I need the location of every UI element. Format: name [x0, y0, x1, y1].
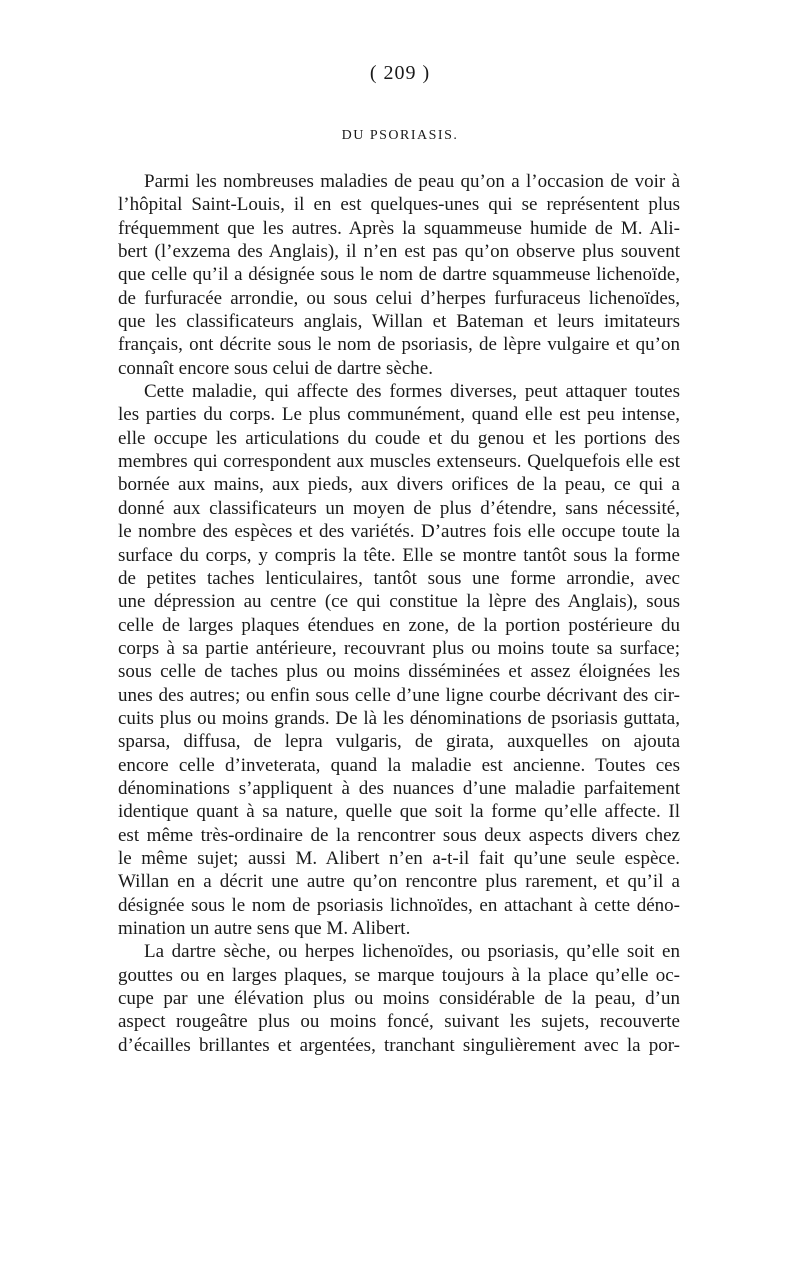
text-line: Cette maladie, qui affecte des formes diverses, peut attaquer toutes: [144, 381, 680, 403]
text-line: l’hôpital Saint-Louis, il en est quelques-unes qui se représentent plus: [118, 194, 680, 216]
text-line: donné aux classificateurs un moyen de plus d’étendre, sans nécessité,: [118, 497, 680, 519]
text-line: Parmi les nombreuses maladies de peau qu’on a l’occasion de voir à: [144, 171, 680, 192]
text-line: mination un autre sens que M. Alibert.: [118, 918, 411, 939]
text-line: La dartre sèche, ou herpes lichenoïdes, ou psoriasis, qu’elle soit en: [144, 941, 680, 963]
text-line: d’écailles brillantes et argentées, tranchant singulièrement avec la por-: [118, 1034, 680, 1056]
text-line: de furfuracée arrondie, ou sous celui d’herpes furfuraceus lichenoïdes,: [118, 287, 680, 309]
text-line: bert (l’exzema des Anglais), il n’en est pas qu’on observe plus souvent: [118, 241, 680, 263]
text-line: Willan en a décrit une autre qu’on rencontre plus rarement, et qu’il a: [118, 871, 680, 893]
chapter-title: DU PSORIASIS.: [341, 128, 459, 143]
text-line: encore celle d’inveterata, quand la maladie est ancienne. Toutes ces: [118, 754, 680, 776]
text-line: que celle qu’il a désignée sous le nom de dartre squammeuse lichenoïde,: [118, 264, 680, 286]
paragraph: [118, 380, 680, 940]
text-line: unes des autres; ou enfin sous celle d’une ligne courbe décrivant des cir-: [118, 684, 680, 706]
text-line: cuits plus ou moins grands. De là les dénominations de psoriasis guttata,: [118, 707, 680, 729]
text-line: sparsa, diffusa, de lepra vulgaris, de girata, auxquelles on ajouta: [118, 731, 680, 753]
text-line: elle occupe les articulations du coude et du genou et les portions des: [118, 427, 680, 449]
text-line: une dépression au centre (ce qui constitue la lèpre des Anglais), sous: [118, 591, 680, 613]
text-line: surface du corps, y compris la tête. Elle se montre tantôt sous la forme: [118, 544, 680, 566]
text-line: dénominations s’appliquent à des nuances d’une maladie parfaitement: [118, 777, 680, 799]
text-line: désignée sous le nom de psoriasis lichnoïdes, en attachant à cette déno-: [118, 894, 680, 916]
text-line: le même sujet; aussi M. Alibert n’en a-t-il fait qu’une seule espèce.: [118, 847, 680, 869]
text-line: membres qui correspondent aux muscles extenseurs. Quelquefois elle est: [118, 451, 680, 473]
text-line: le nombre des espèces et des variétés. D’autres fois elle occupe toute la: [118, 521, 680, 543]
text-line: celle de larges plaques étendues en zone, de la portion postérieure du: [118, 614, 680, 636]
text-line: corps à sa partie antérieure, recouvrant plus ou moins toute sa surface;: [118, 637, 680, 659]
text-line: gouttes ou en larges plaques, se marque toujours à la place qu’elle oc-: [118, 964, 680, 986]
text-line: bornée aux mains, aux pieds, aux divers orifices de la peau, ce qui a: [118, 474, 680, 496]
text-line: connaît encore sous celui de dartre sèche.: [118, 357, 433, 379]
paragraph: [118, 940, 680, 1057]
text-line: est même très-ordinaire de la rencontrer sous deux aspects divers chez: [118, 824, 680, 846]
text-line: que les classificateurs anglais, Willan et Bateman et leurs imitateurs: [118, 311, 680, 333]
text-line: fréquemment que les autres. Après la squammeuse humide de M. Ali-: [118, 217, 680, 239]
text-line: aspect rougeâtre plus ou moins foncé, suivant les sujets, recouverte: [118, 1011, 680, 1033]
text-body: [118, 170, 680, 1057]
text-line: cupe par une élévation plus ou moins considérable de la peau, d’un: [118, 988, 680, 1010]
text-line: sous celle de taches plus ou moins disséminées et assez éloignées les: [118, 661, 680, 683]
paragraph: [118, 170, 680, 380]
page-number: ( 209 ): [369, 62, 431, 84]
text-line: de petites taches lenticulaires, tantôt sous une forme arrondie, avec: [118, 567, 680, 589]
text-line: les parties du corps. Le plus communément, quand elle est peu intense,: [118, 404, 680, 426]
text-line: français, ont décrite sous le nom de psoriasis, de lèpre vulgaire et qu’on: [118, 334, 680, 356]
text-line: identique quant à sa nature, quelle que soit la forme qu’elle affecte. Il: [118, 801, 680, 823]
